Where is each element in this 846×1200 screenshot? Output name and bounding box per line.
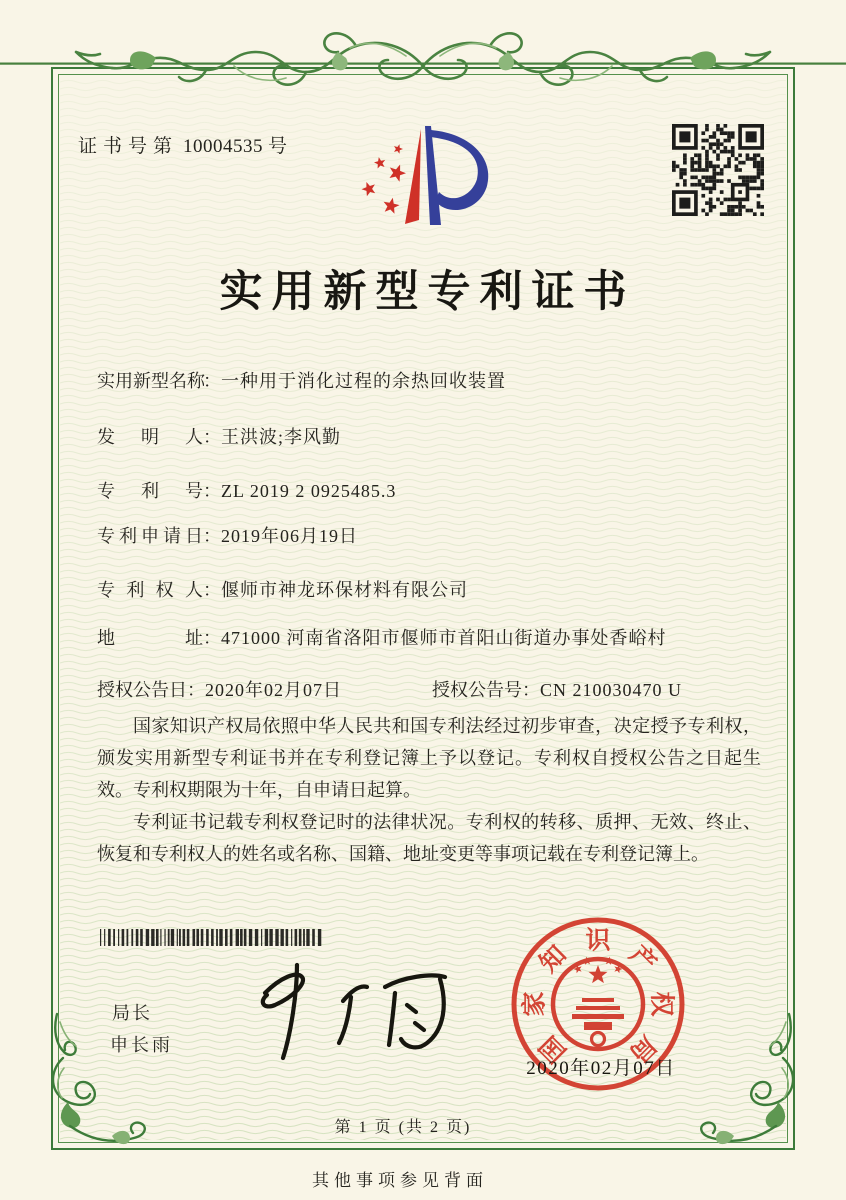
grant-no-value: CN 210030470 U [540, 680, 683, 700]
grant-date-label: 授权公告日 [97, 680, 187, 700]
field-value: 一种用于消化过程的余热回收装置 [221, 371, 506, 391]
colon: ： [187, 680, 205, 700]
field-label: 专利号 [97, 481, 203, 501]
commissioner-name: 申长雨 [110, 1035, 173, 1055]
svg-text:权: 权 [647, 991, 675, 1017]
qr-code [672, 124, 764, 216]
field-row-patentee [97, 576, 787, 602]
svg-text:产: 产 [624, 941, 661, 978]
colon: ： [203, 526, 221, 546]
field-label: 专利申请日 [97, 526, 203, 546]
field-value: 2019年06月19日 [221, 526, 358, 546]
field-label: 地址 [97, 628, 203, 648]
colon: ： [203, 628, 221, 648]
field-row-grant [97, 676, 787, 702]
cert-no-value: 10004535 [183, 136, 264, 157]
svg-text:识: 识 [585, 927, 611, 955]
back-side-note: 其他事项参见背面 [312, 1171, 488, 1190]
field-value: 王洪波;李风勤 [221, 427, 342, 447]
field-value: 471000 河南省洛阳市偃师市首阳山街道办事处香峪村 [221, 628, 667, 648]
svg-text:局: 局 [624, 1030, 661, 1067]
field-label: 发明人 [97, 427, 203, 447]
field-row-inventor [97, 423, 787, 449]
certificate-title: 实用新型专利证书 [219, 269, 636, 316]
field-row-filing-date [97, 522, 787, 548]
field-row-name [97, 367, 787, 393]
grant-date-value: 2020年02月07日 [205, 680, 342, 700]
certificate-number [78, 131, 287, 158]
legal-text [97, 710, 761, 870]
colon: ： [522, 680, 540, 700]
barcode [100, 929, 324, 946]
field-value: 偃师市神龙环保材料有限公司 [221, 580, 468, 600]
cert-no-prefix: 证书号第 [78, 136, 179, 157]
svg-text:知: 知 [535, 941, 572, 978]
colon: ： [203, 580, 221, 600]
colon: ： [203, 427, 221, 447]
colon: ： [203, 371, 221, 391]
commissioner-title: 局长 [112, 1003, 152, 1023]
logo-red-wedge [405, 129, 421, 224]
cert-no-suffix: 号 [268, 136, 288, 157]
svg-text:国: 国 [535, 1030, 572, 1067]
top-flourish-ornament [0, 26, 846, 102]
field-value: ZL 2019 2 0925485.3 [221, 481, 397, 501]
cnipa-logo [338, 110, 556, 240]
seal-date: 2020年02月07日 [526, 1058, 676, 1079]
logo-blue-p [425, 126, 488, 225]
commissioner-signature [235, 953, 465, 1068]
colon: ： [203, 481, 221, 501]
logo-stars-icon [362, 144, 407, 214]
page-number: 第 1 页 (共 2 页) [334, 1119, 472, 1136]
svg-text:家: 家 [521, 991, 549, 1017]
field-row-address [97, 624, 787, 650]
field-label: 实用新型名称 [97, 371, 205, 391]
grant-no-label: 授权公告号 [432, 680, 522, 700]
legal-paragraph-2: 专利证书记载专利权登记时的法律状况。专利权的转移、质押、无效、终止、恢复和专利权人的姓名或名称、国籍、地址变更等事项记载在专利登记簿上。 [97, 812, 761, 864]
grant-no-group [432, 676, 682, 702]
national-emblem-icon [553, 957, 643, 1049]
legal-paragraph-1: 国家知识产权局依照中华人民共和国专利法经过初步审查，决定授予专利权，颁发实用新型专利证书并在专利登记簿上予以登记。专利权自授权公告之日起生效。专利权期限为十年，自申请日起算。 [97, 716, 761, 800]
field-row-patent-no [97, 477, 787, 503]
field-label: 专利权人 [97, 580, 203, 600]
